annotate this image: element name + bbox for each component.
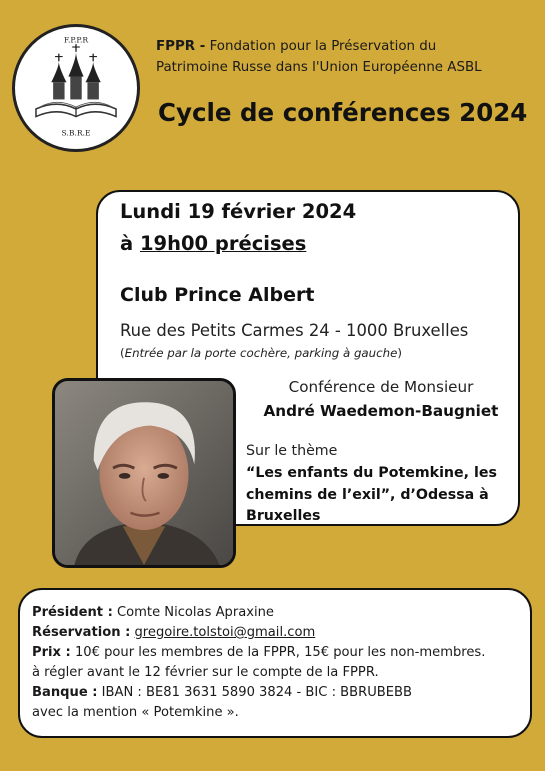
org-line-1: Fondation pour la Préservation du	[205, 39, 437, 54]
speaker-photo	[52, 378, 236, 568]
president-line	[32, 603, 522, 623]
logo-bottom-text: S.B.R.E	[61, 128, 91, 138]
bank-line-2: avec la mention « Potemkine ».	[32, 705, 239, 720]
theme-label: Sur le thème	[246, 443, 338, 459]
org-abbr: FPPR -	[156, 39, 206, 54]
conference-label: Conférence de Monsieur	[288, 378, 474, 396]
bank-value: IBAN : BE81 3631 5890 3824 - BIC : BBRUBEBB	[97, 685, 413, 700]
info-lines	[32, 603, 522, 723]
church-domes-book-icon	[15, 27, 137, 149]
time-prefix: à	[120, 232, 140, 255]
event-time	[120, 232, 306, 255]
reservation-email-link[interactable]: gregoire.tolstoi@gmail.com	[134, 625, 316, 640]
note-open: (	[120, 346, 125, 360]
venue-address: Rue des Petits Carmes 24 - 1000 Bruxelles	[120, 321, 469, 340]
president-label: Président :	[32, 605, 113, 620]
venue-name: Club Prince Albert	[120, 284, 315, 306]
conference-theme: “Les enfants du Potemkine, les chemins de l’exil”, d’Odessa à Bruxelles	[246, 465, 497, 524]
note-close: )	[397, 346, 402, 360]
bank-label: Banque :	[32, 685, 98, 700]
reservation-line	[32, 623, 522, 643]
org-description	[156, 36, 536, 78]
access-note	[120, 346, 402, 360]
time-value: 19h00 précises	[139, 232, 307, 255]
speaker-name: André Waedemon-Baugniet	[263, 402, 499, 420]
org-line-2: Patrimoine Russe dans l'Union Européenne ASBL	[156, 60, 482, 75]
event-date: Lundi 19 février 2024	[120, 200, 357, 223]
speaker-portrait-icon	[55, 381, 233, 565]
reservation-label: Réservation :	[32, 625, 131, 640]
logo-top-text: F.P.P.R	[63, 35, 89, 45]
price-line-2: à régler avant le 12 février sur le compte de la FPPR.	[32, 665, 379, 680]
price-value: 10€ pour les membres de la FPPR, 15€ pour les non-membres.	[70, 645, 486, 660]
cycle-title: Cycle de conférences 2024	[158, 98, 528, 127]
fppr-logo	[12, 24, 140, 152]
price-line	[32, 643, 522, 663]
note-text: Entrée par la porte cochère, parking à gauche	[124, 346, 398, 360]
president-value: Comte Nicolas Apraxine	[112, 605, 274, 620]
bank-line	[32, 683, 522, 703]
price-label: Prix :	[32, 645, 71, 660]
